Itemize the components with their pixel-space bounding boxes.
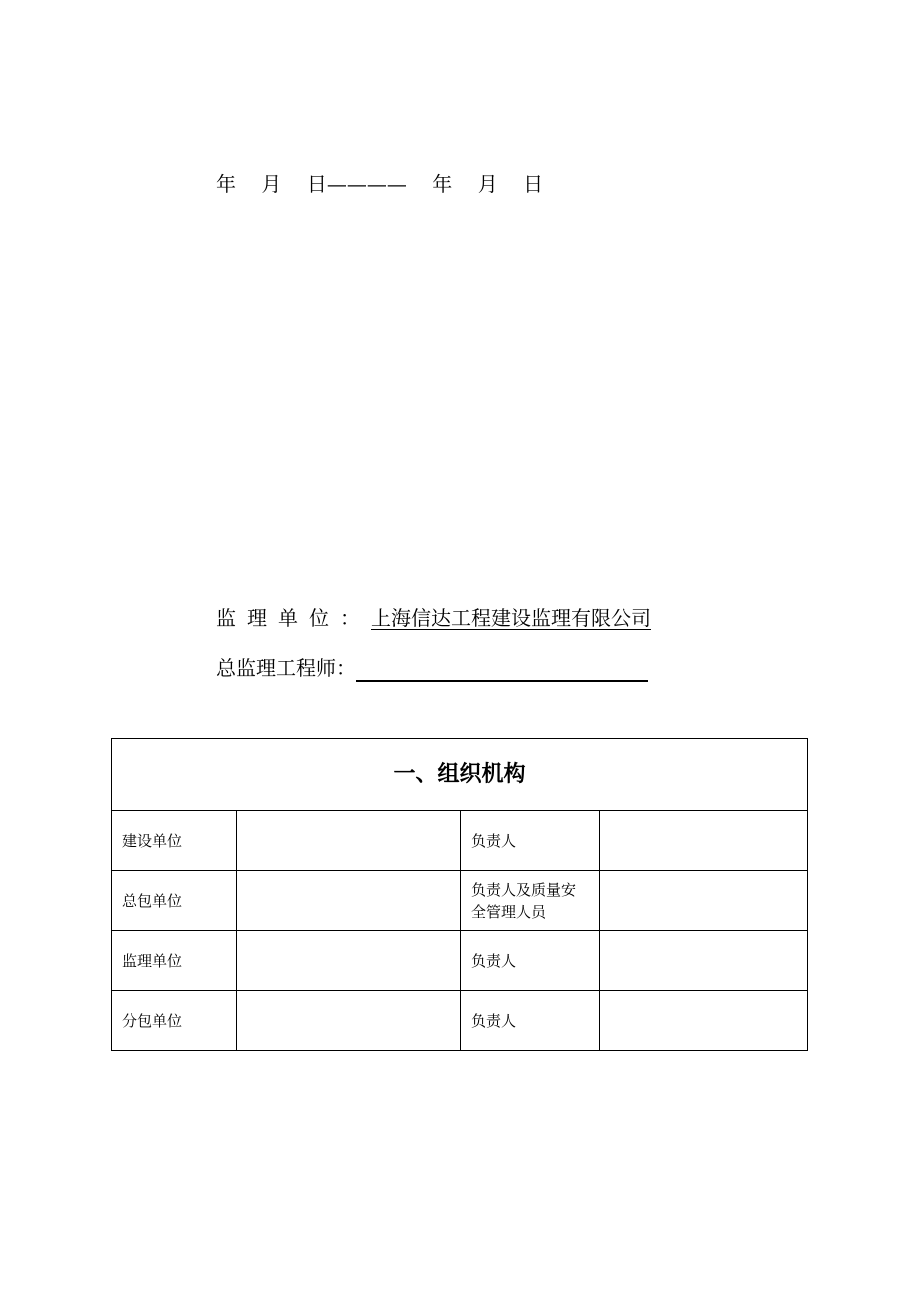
chief-engineer-signature-blank — [356, 656, 648, 682]
role-value-cell — [600, 871, 808, 931]
role-cell: 负责人 — [461, 991, 600, 1051]
unit-value-cell — [237, 871, 461, 931]
supervision-unit-label: 监理单位： — [216, 606, 371, 630]
unit-value-cell — [237, 991, 461, 1051]
role-value-cell — [600, 931, 808, 991]
organization-table-title: 一、组织机构 — [112, 739, 808, 811]
table-row — [112, 931, 808, 991]
supervision-unit-value: 上海信达工程建设监理有限公司 — [371, 606, 651, 630]
table-row — [112, 811, 808, 871]
role-cell: 负责人及质量安全管理人员 — [461, 871, 600, 931]
role-cell: 负责人 — [461, 811, 600, 871]
table-row — [112, 991, 808, 1051]
unit-cell: 总包单位 — [112, 871, 237, 931]
unit-value-cell — [237, 811, 461, 871]
unit-cell: 建设单位 — [112, 811, 237, 871]
table-row — [112, 871, 808, 931]
role-value-cell — [600, 811, 808, 871]
unit-cell: 分包单位 — [112, 991, 237, 1051]
unit-cell: 监理单位 — [112, 931, 237, 991]
role-cell: 负责人 — [461, 931, 600, 991]
unit-value-cell — [237, 931, 461, 991]
role-value-cell — [600, 991, 808, 1051]
organization-table — [111, 738, 808, 1051]
date-range: 年 月 日———— 年 月 日 — [216, 172, 544, 196]
supervision-unit-line — [216, 604, 651, 632]
chief-engineer-line — [216, 654, 648, 682]
chief-engineer-label: 总监理工程师： — [216, 656, 356, 680]
